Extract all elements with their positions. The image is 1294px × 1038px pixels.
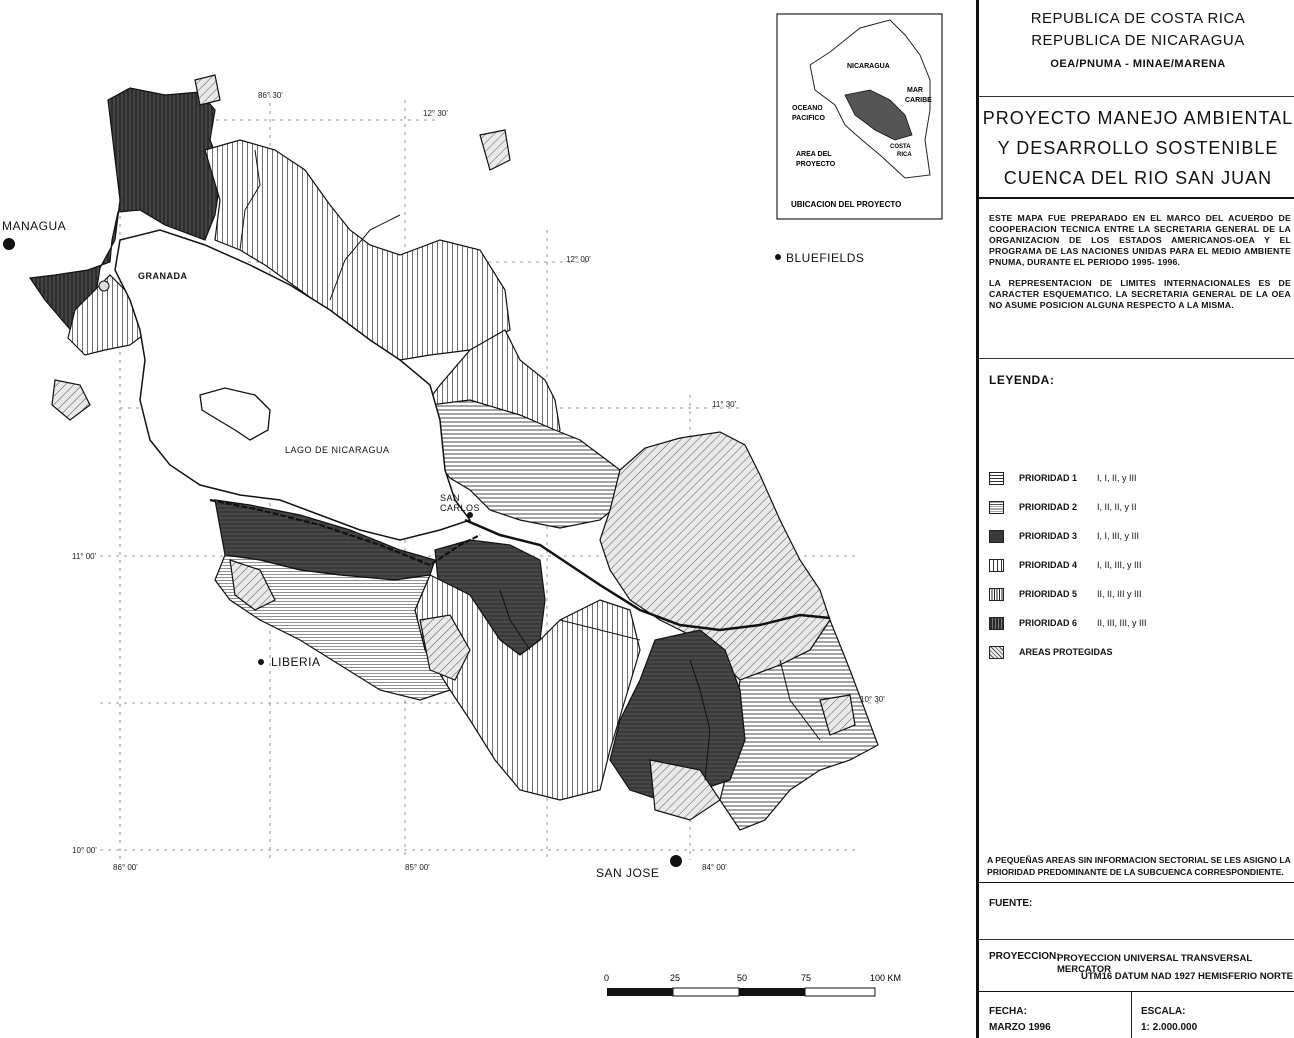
city-san-carlos-line2: CARLOS [440, 503, 481, 513]
legend-label: PRIORIDAD 6 [1019, 618, 1078, 628]
grid-label-10-30: 10° 30' [860, 695, 885, 704]
legend-label: PRIORIDAD 4 [1019, 560, 1078, 570]
project-title-line-3: CUENCA DEL RIO SAN JUAN [1003, 168, 1273, 188]
legend-label: PRIORIDAD 1 [1019, 473, 1078, 483]
legend-swatch [989, 501, 1004, 514]
legend-value: II, II, III y III [1097, 589, 1142, 599]
inset-label-costa: COSTA [890, 144, 911, 150]
grid-label-84-00: 84° 00' [702, 863, 727, 872]
fuente-label: FUENTE: [989, 898, 1033, 909]
inset-label-area: AREA DEL [796, 151, 832, 158]
scale-bar [604, 973, 901, 996]
grid-label-12-30: 12° 30' [423, 109, 448, 118]
header-line-1: REPUBLICA DE COSTA RICA [1030, 10, 1246, 27]
legend-value: I, II, III, y III [1097, 560, 1142, 570]
inset-caption: UBICACION DEL PROYECTO [791, 200, 902, 209]
grid-label-11-00: 11° 00' [72, 552, 97, 561]
legend-value: I, II, II, y II [1097, 502, 1137, 512]
lake-label: LAGO DE NICARAGUA [285, 445, 390, 455]
proyeccion-line-1: PROYECCION UNIVERSAL TRANSVERSAL MERCATOR [1057, 953, 1252, 975]
project-title-block [979, 97, 1294, 199]
scale-tick-0: 0 [604, 973, 610, 983]
legend-value: I, I, II, y III [1097, 473, 1137, 483]
fecha-escala-divider [1131, 992, 1132, 1038]
legend-swatch [989, 646, 1004, 659]
scale-tick-50: 50 [737, 973, 748, 983]
legend-label: PRIORIDAD 2 [1019, 502, 1078, 512]
legend-label: AREAS PROTEGIDAS [1019, 647, 1113, 657]
proyeccion-label: PROYECCION: [989, 951, 1060, 962]
inset-map [777, 14, 942, 219]
city-liberia: LIBERIA [271, 655, 321, 669]
legend-value: I, I, III, y III [1097, 531, 1140, 541]
grid-label-11-30: 11° 30' [712, 400, 737, 409]
legend-label: PRIORIDAD 5 [1019, 589, 1078, 599]
inset-label-caribe: CARIBE [905, 97, 932, 104]
scale-tick-25: 25 [670, 973, 681, 983]
grid-label-85-00: 85° 00' [405, 863, 430, 872]
escala-value: 1: 2.000.000 [1141, 1022, 1198, 1033]
project-title-line-2: Y DESARROLLO SOSTENIBLE [997, 138, 1279, 158]
inset-label-pacifico: PACIFICO [792, 115, 825, 122]
footnote: A PEQUEÑAS AREAS SIN INFORMACION SECTORIAL SE LES ASIGNO LA PRIORIDAD PREDOMINANTE DE LA SUBCUENCA CORRESPONDIENTE. [987, 855, 1291, 877]
fecha-value: MARZO 1996 [989, 1022, 1051, 1033]
basin-regions [30, 75, 878, 830]
escala-label: ESCALA: [1141, 1006, 1186, 1017]
grid-label-10-00: 10° 00' [72, 846, 97, 855]
title-block-panel [976, 0, 1294, 1038]
legend-label: PRIORIDAD 3 [1019, 531, 1078, 541]
legend-swatch [989, 617, 1004, 630]
fecha-label: FECHA: [989, 1006, 1027, 1017]
city-san-jose: SAN JOSE [596, 866, 660, 880]
region-protected-7 [195, 75, 220, 105]
project-title-line-1: PROYECTO MANEJO AMBIENTAL [982, 108, 1294, 128]
notes-block [979, 199, 1294, 359]
region-protected-6 [480, 130, 510, 170]
legend-swatch [989, 559, 1004, 572]
divider [979, 882, 1294, 883]
region-protected-5 [52, 380, 90, 420]
legend-value: II, III, III, y III [1097, 618, 1147, 628]
inset-label-oceano: OCEANO [792, 105, 823, 112]
legend-swatch [989, 530, 1004, 543]
fecha-escala-block [979, 992, 1294, 1038]
scale-tick-100: 100 KM [870, 973, 902, 983]
grid-label-86-00: 86° 00' [113, 863, 138, 872]
grid-label-12-00: 12° 00' [566, 255, 591, 264]
city-san-carlos-line1: SAN [440, 493, 461, 503]
proyeccion-block [979, 940, 1294, 992]
legend-swatch [989, 472, 1004, 485]
legend-swatch [989, 588, 1004, 601]
scale-tick-75: 75 [801, 973, 812, 983]
city-granada: GRANADA [138, 271, 188, 281]
inset-label-mar: MAR [907, 87, 923, 94]
grid-label-86-30: 86° 30' [258, 91, 283, 100]
fuente-block [979, 892, 1294, 940]
note-limits: LA REPRESENTACION DE LIMITES INTERNACIONALES ES DE CARACTER ESQUEMATICO. LA SECRETARIA GENERAL DE LA OEA NO ASUME POSICION ALGUNA RESPECTO A LA MISMA. [989, 278, 1291, 310]
note-agreement: ESTE MAPA FUE PREPARADO EN EL MARCO DEL ACUERDO DE COOPERACION TECNICA ENTRE LA SECRETARIA GENERAL DE LA ORGANIZACION DE LOS ESTADOS AMERICANOS-OEA Y EL PROGRAMA DE LAS NACIONES UNIDAS PARA EL MEDIO AMBIENTE PNUMA, DURANTE EL PERIODO 1995- 1996. [989, 213, 1291, 267]
header-line-3: OEA/PNUMA - MINAE/MARENA [1050, 58, 1226, 70]
legend-title: LEYENDA: [989, 373, 1055, 387]
inset-label-proyecto: PROYECTO [796, 161, 836, 168]
proyeccion-line-2: UTM16 DATUM NAD 1927 HEMISFERIO NORTE [1081, 971, 1294, 982]
inset-label-rica: RICA [897, 152, 912, 158]
header-line-2: REPUBLICA DE NICARAGUA [1031, 32, 1245, 49]
legend-block [979, 359, 1294, 877]
city-bluefields: BLUEFIELDS [786, 251, 865, 265]
city-managua: MANAGUA [2, 219, 67, 233]
inset-label-nicaragua: NICARAGUA [847, 63, 890, 70]
header-block [979, 0, 1294, 97]
